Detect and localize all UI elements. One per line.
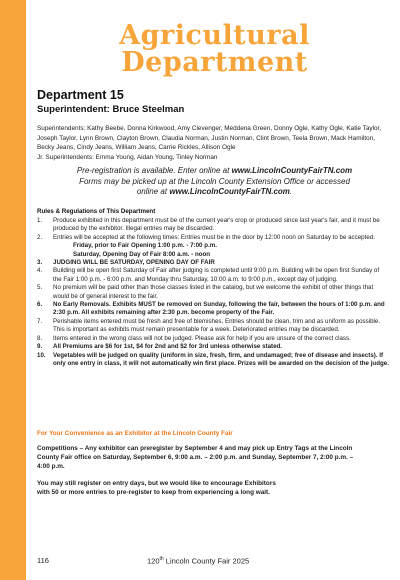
left-accent-bar <box>0 0 26 580</box>
prereg-text-2: Forms may be picked up at the Lincoln County Extension Office or accessed <box>79 176 350 186</box>
rule-number: 1. <box>37 217 43 224</box>
footer-edition: 120 <box>147 556 160 566</box>
prereg-text-1: Pre-registration is available. Enter online at <box>76 166 232 175</box>
page-title <box>37 22 392 76</box>
rule-text: JUDGING WILL BE SATURDAY, OPENING DAY OF FAIR <box>53 259 215 267</box>
page-number: 116 <box>37 556 49 565</box>
preregistration-note <box>37 166 392 198</box>
rule-number: 4. <box>37 267 43 275</box>
rule-text: Perishable items entered must be fresh and free of blemishes. Entries should be clean, trim and as uniform as possible. This is important as exhibits must remain presentable for a week. Deteriorated entries may be discarded. <box>53 317 381 334</box>
prereg-text-3-end: . <box>289 187 293 196</box>
rule-text: Produce exhibited in this department must be of the current year's crop or produced since last year's fair, and it must be produced by the exhibitor. Illegal entries may be discarded. <box>53 217 380 233</box>
rule-number: 9. <box>37 343 43 351</box>
prereg-text-3: online at <box>136 187 170 196</box>
rule-item <box>37 267 389 284</box>
rule-sub-saturday: Saturday, Opening Day of Fair 8:00 a.m. - noon <box>73 250 211 258</box>
rule-item <box>37 301 389 318</box>
rule-text: Vegetables will be judged on quality (uniform in size, fresh, firm, and undamaged; free of disease and insects). If only one entry in class, it will not automatically win first place. Prizes will be awarded on the decision of the judge. <box>53 351 389 367</box>
rule-item <box>37 318 389 335</box>
competitions-paragraph: Competitions – Any exhibitor can preregister by September 4 and may pick up Entry Tags at the Lincoln County Fair office on Saturday, September 6, 9:00 a.m. – 2:00 p.m. and Sunday, September 7, 2:00 p.m. – 4:00 p.m. <box>37 445 354 471</box>
rule-item <box>37 335 389 343</box>
prereg-website-link[interactable]: www.LincolnCountyFairTN.com <box>231 166 353 175</box>
superintendent-name: Superintendent: Bruce Steelman <box>37 104 185 115</box>
page-content <box>37 0 392 580</box>
rule-text: Items entered in the wrong class will not be judged. Please ask for help if you are unsure of the correct class. <box>53 334 351 342</box>
page-footer <box>37 556 392 568</box>
rule-item <box>37 259 389 267</box>
footer-text <box>147 556 249 566</box>
title-line-1: Agricultural <box>119 20 310 51</box>
rule-item <box>37 284 389 301</box>
rule-text: All Premiums are $6 for 1st, $4 for 2nd and $2 for 3rd unless otherwise stated. <box>53 343 283 351</box>
rule-text: No premium will be paid other than those classes listed in the catalog, but we welcome the exhibit of other things that would be of general interest to the fair. <box>53 284 374 300</box>
rule-number: 3. <box>37 259 43 267</box>
convenience-heading: For Your Convenience as an Exhibitor at the Lincoln County Fair <box>37 430 233 437</box>
footer-edition-suffix: th <box>159 556 164 562</box>
rule-text: No Early Removals. Exhibits MUST be removed on Sunday, following the fair, between the hours of 1:00 p.m. and 2:30 p.m. All exhibits remaining after 2:30 p.m. become property of the Fair. <box>53 301 385 317</box>
rule-number: 6. <box>37 301 43 309</box>
prereg-website-link-2[interactable]: www.LincolnCountyFairTN.com <box>169 187 290 196</box>
rule-number: 5. <box>37 284 43 292</box>
department-number: Department 15 <box>37 88 124 102</box>
superintendents-block <box>37 124 392 162</box>
footer-fair-name: Lincoln County Fair 2025 <box>165 556 250 566</box>
title-line-2: Department <box>121 47 308 78</box>
rule-text: Building will be open first Saturday of Fair after judging is completed until 9:00 p.m. Building will be open first Sunday of the Fair 1:00 p.m. - 6:00 p.m. and Monday thru Saturday, 10:00 a.m. to 9:00 p.m., except day of judging. <box>53 267 380 283</box>
rules-list <box>37 217 389 368</box>
rule-number: 2. <box>37 233 43 241</box>
rule-number: 10. <box>37 351 46 359</box>
rule-number: 7. <box>37 317 43 325</box>
rule-item <box>37 234 389 259</box>
rules-heading: Rules & Regulations of This Department <box>37 208 156 215</box>
rule-number: 8. <box>37 334 43 342</box>
rule-item <box>37 343 389 351</box>
jr-superintendents-list: Jr. Superintendents: Emma Young, Aidan Young, Tinley Norman <box>37 153 218 161</box>
rule-text: Entries will be accepted at the following times: Entries must be in the door by 12:00 noon on Saturday to be accepted. <box>53 233 375 241</box>
register-note: You may still register on entry days, but we would like to encourage Exhibitors with 50 or more entries to pre-register to keep from experiencing a long wait. <box>37 480 276 497</box>
rule-item <box>37 352 389 369</box>
superintendents-list: Superintendents: Kathy Beebe, Donna Kirkwood, Amy Clevenger, Meddena Green, Donny Ogle, Kathy Ogle, Katie Taylor, Joseph Taylor, Lynn Brown, Clayton Brown, Claudia Norman, Justin Norman, Clint Brown, Teela Brown, Mack Hamilton, Becky Jeans, Cindy Jeans, William Jeans, Carrie Rickles, Allison Ogle <box>37 125 382 152</box>
rule-item <box>37 217 389 234</box>
rule-sub-friday: Friday, prior to Fair Opening 1:00 p.m. - 7:00 p.m. <box>73 242 217 250</box>
